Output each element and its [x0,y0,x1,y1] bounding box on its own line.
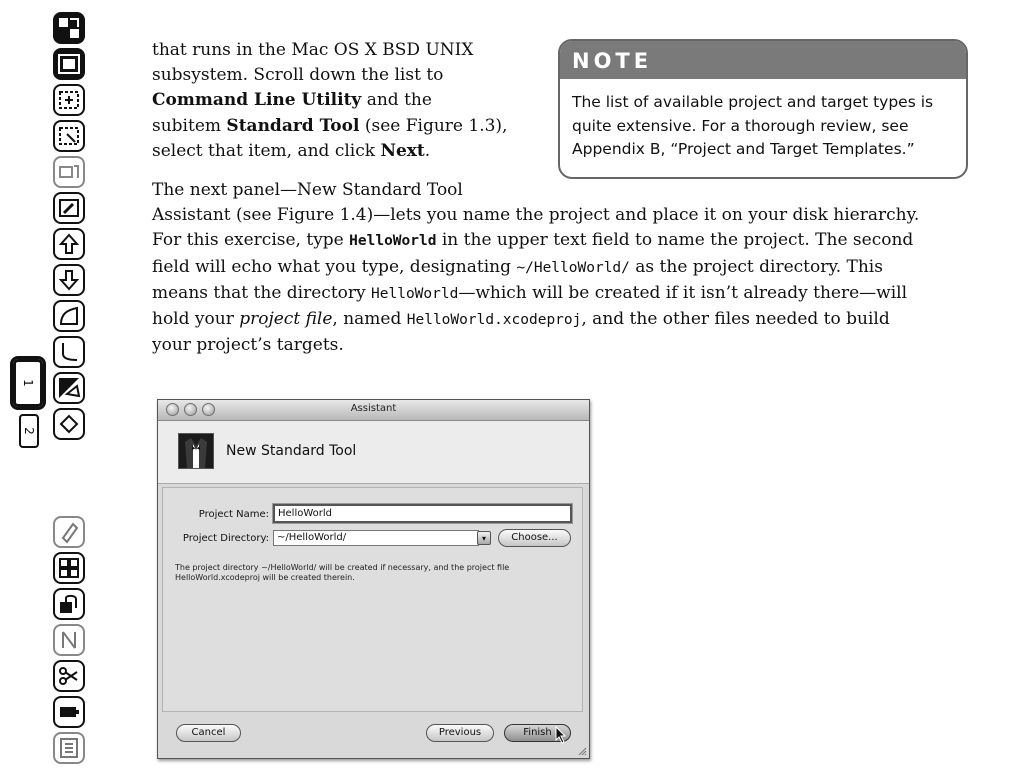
text-line: select that item, and click Next. [152,140,431,161]
marquee-icon[interactable] [53,84,85,116]
selection-icon[interactable] [53,120,85,152]
cancel-button[interactable]: Cancel [176,724,241,742]
paragraph-next-panel [152,178,972,358]
list-icon[interactable] [53,732,85,764]
arrow-down-icon[interactable] [53,264,85,296]
scissors-icon[interactable] [53,660,85,692]
code-directory: ~/HelloWorld/ [516,259,630,276]
mouse-cursor-icon [555,726,567,744]
text-line: your project’s targets. [152,335,344,356]
code-xcodeproj: HelloWorld.xcodeproj [406,312,582,329]
chapter-tab-2[interactable]: 2 [19,414,39,448]
text-line: hold your project file, named HelloWorld.xcodeproj, and the other files needed to build [152,309,890,330]
previous-button[interactable]: Previous [426,724,494,742]
assistant-headline: New Standard Tool [226,443,357,459]
window-titlebar[interactable] [158,400,589,421]
note-text: The list of available project and target types is quite extensive. For a thorough review, see Appendix B, “Project and Target Templates.” [572,93,934,158]
battery-icon[interactable] [53,696,85,728]
info-text: The project directory ~/HelloWorld/ will be created if necessary, and the project file HelloWorld.xcodeproj will be created therein. [175,563,510,582]
note-heading: NOTE [560,41,966,79]
shape-icon-2[interactable] [53,336,85,368]
assistant-window [157,399,590,759]
window-title: Assistant [350,403,397,414]
paragraph-intro [152,38,552,164]
directory-popup-arrow-icon[interactable]: ▾ [477,531,491,545]
choose-button[interactable]: Choose... [498,529,571,547]
note-box [558,39,968,179]
text-line: Assistant (see Figure 1.4)—lets you name the project and place it on your disk hierarchy. [152,205,920,226]
window-header [158,421,589,484]
project-directory-field[interactable]: ~/HelloWorld/ [273,530,479,546]
chapter-tab-1[interactable]: 1 [10,356,46,410]
code-helloworld-dir: HelloWorld [371,285,459,302]
project-name-label: Project Name: [198,509,269,520]
text-line: subitem Standard Tool (see Figure 1.3), [152,115,508,136]
text-line: field will echo what you type, designating ~/HelloWorld/ as the project directory. This [152,256,883,277]
text-line: subsystem. Scroll down the list to [152,65,444,86]
finish-button[interactable]: Finish [504,724,571,742]
film-icon[interactable] [53,48,85,80]
shape-icon[interactable] [53,300,85,332]
text-line: means that the directory HelloWorld—which will be created if it isn’t already there—will [152,282,908,303]
lock-icon[interactable] [53,588,85,620]
project-directory-label: Project Directory: [182,533,269,544]
eraser-icon[interactable] [53,408,85,440]
fill-icon[interactable] [53,372,85,404]
form-pane [162,487,583,712]
text-line: The next panel—New Standard Tool [152,180,463,200]
code-helloworld: HelloWorld [349,233,437,250]
tag-icon[interactable] [53,516,85,548]
grid-icon[interactable] [53,552,85,584]
tuxedo-icon [178,433,214,469]
pin-icon[interactable] [53,624,85,656]
chapter-nav-icon[interactable] [53,12,85,44]
frame-icon[interactable] [53,156,85,188]
arrow-up-icon[interactable] [53,228,85,260]
project-name-input[interactable]: HelloWorld [273,504,572,523]
resize-grip-icon[interactable] [577,746,587,756]
edit-icon[interactable] [53,192,85,224]
text-line: that runs in the Mac OS X BSD UNIX [152,40,474,60]
text-line: Command Line Utility and the [152,90,432,111]
text-line: For this exercise, type HelloWorld in the upper text field to name the project. The second [152,230,914,251]
